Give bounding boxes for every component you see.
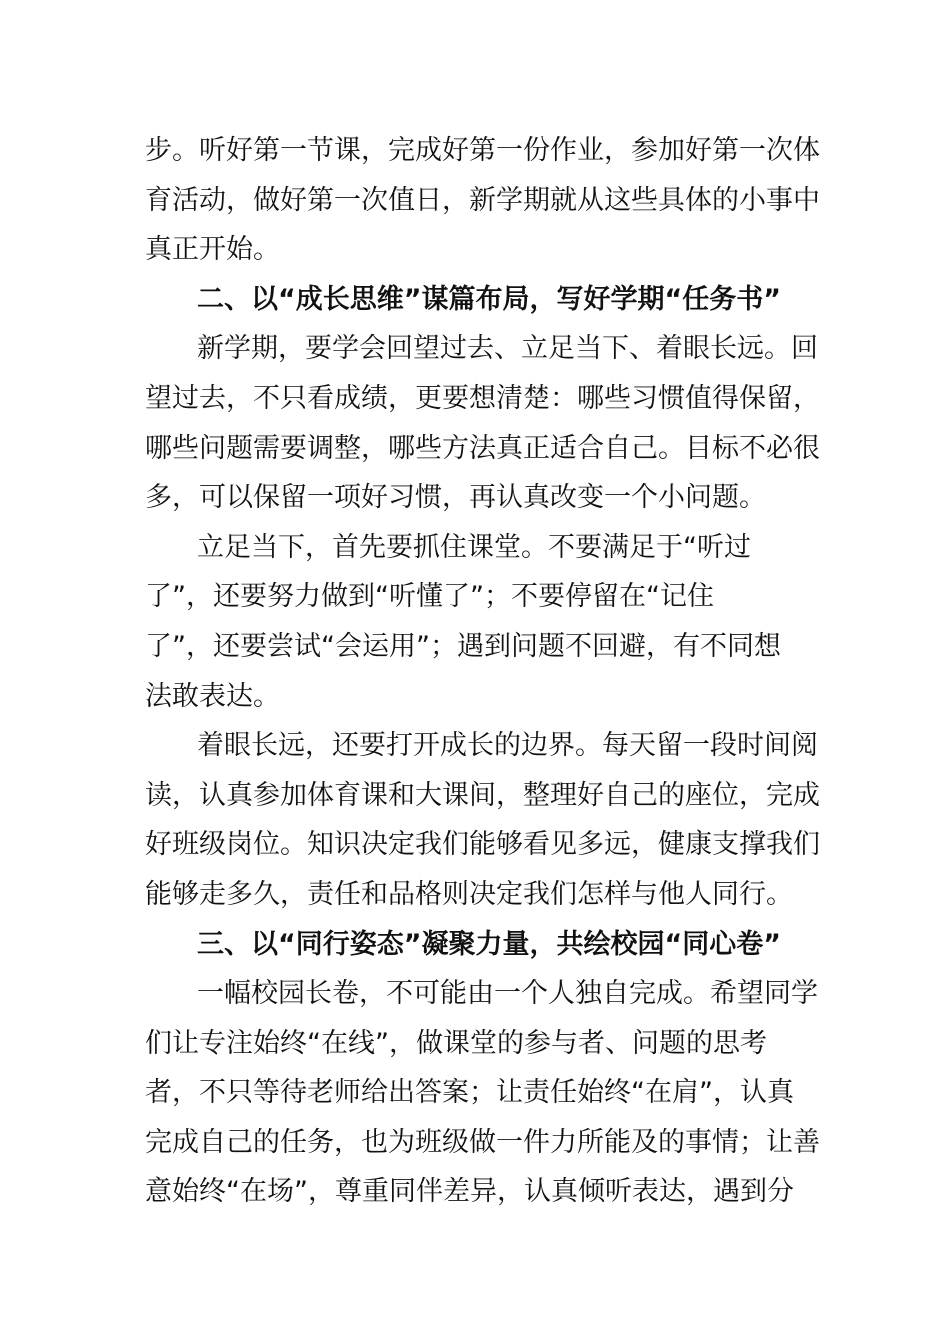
body-line: 育活动，做好第一次值日，新学期就从这些具体的小事中 (145, 184, 820, 216)
body-line: 们让专注始终“在线”，做课堂的参与者、问题的思考 (145, 1027, 767, 1059)
body-line: 多，可以保留一项好习惯，再认真改变一个小问题。 (145, 482, 766, 514)
body-line: 望过去，不只看成绩，更要想清楚：哪些习惯值得保留， (145, 382, 820, 414)
paragraph-first-line: 立足当下，首先要抓住课堂。不要满足于“听过 (197, 531, 751, 563)
body-line: 好班级岗位。知识决定我们能够看见多远，健康支撑我们 (145, 829, 820, 861)
body-line: 真正开始。 (145, 234, 280, 266)
body-line: 了”，还要尝试“会运用”；遇到问题不回避，有不同想 (145, 630, 781, 662)
document-page (145, 126, 820, 1217)
body-line: 了”，还要努力做到“听懂了”；不要停留在“记住 (145, 581, 714, 613)
body-line: 法敢表达。 (145, 680, 280, 712)
body-line: 意始终“在场”，尊重同伴差异，认真倾听表达，遇到分 (145, 1176, 794, 1208)
body-line: 哪些问题需要调整，哪些方法真正适合自己。目标不必很 (145, 432, 820, 464)
section-heading-3: 三、以“同行姿态”凝聚力量，共绘校园“同心卷” (197, 928, 781, 960)
body-line: 读，认真参加体育课和大课间，整理好自己的座位，完成 (145, 779, 820, 811)
body-line: 者，不只等待老师给出答案；让责任始终“在肩”，认真 (145, 1077, 794, 1109)
body-line: 步。听好第一节课，完成好第一份作业，参加好第一次体 (145, 135, 820, 166)
paragraph-first-line: 一幅校园长卷，不可能由一个人独自完成。希望同学 (197, 978, 818, 1010)
body-line: 完成自己的任务，也为班级做一件力所能及的事情；让善 (145, 1126, 820, 1158)
section-heading-2: 二、以“成长思维”谋篇布局，写好学期“任务书” (197, 283, 781, 315)
paragraph-first-line: 新学期，要学会回望过去、立足当下、着眼长远。回 (197, 333, 818, 365)
body-line: 能够走多久，责任和品格则决定我们怎样与他人同行。 (145, 878, 793, 910)
paragraph-first-line: 着眼长远，还要打开成长的边界。每天留一段时间阅 (197, 730, 818, 762)
